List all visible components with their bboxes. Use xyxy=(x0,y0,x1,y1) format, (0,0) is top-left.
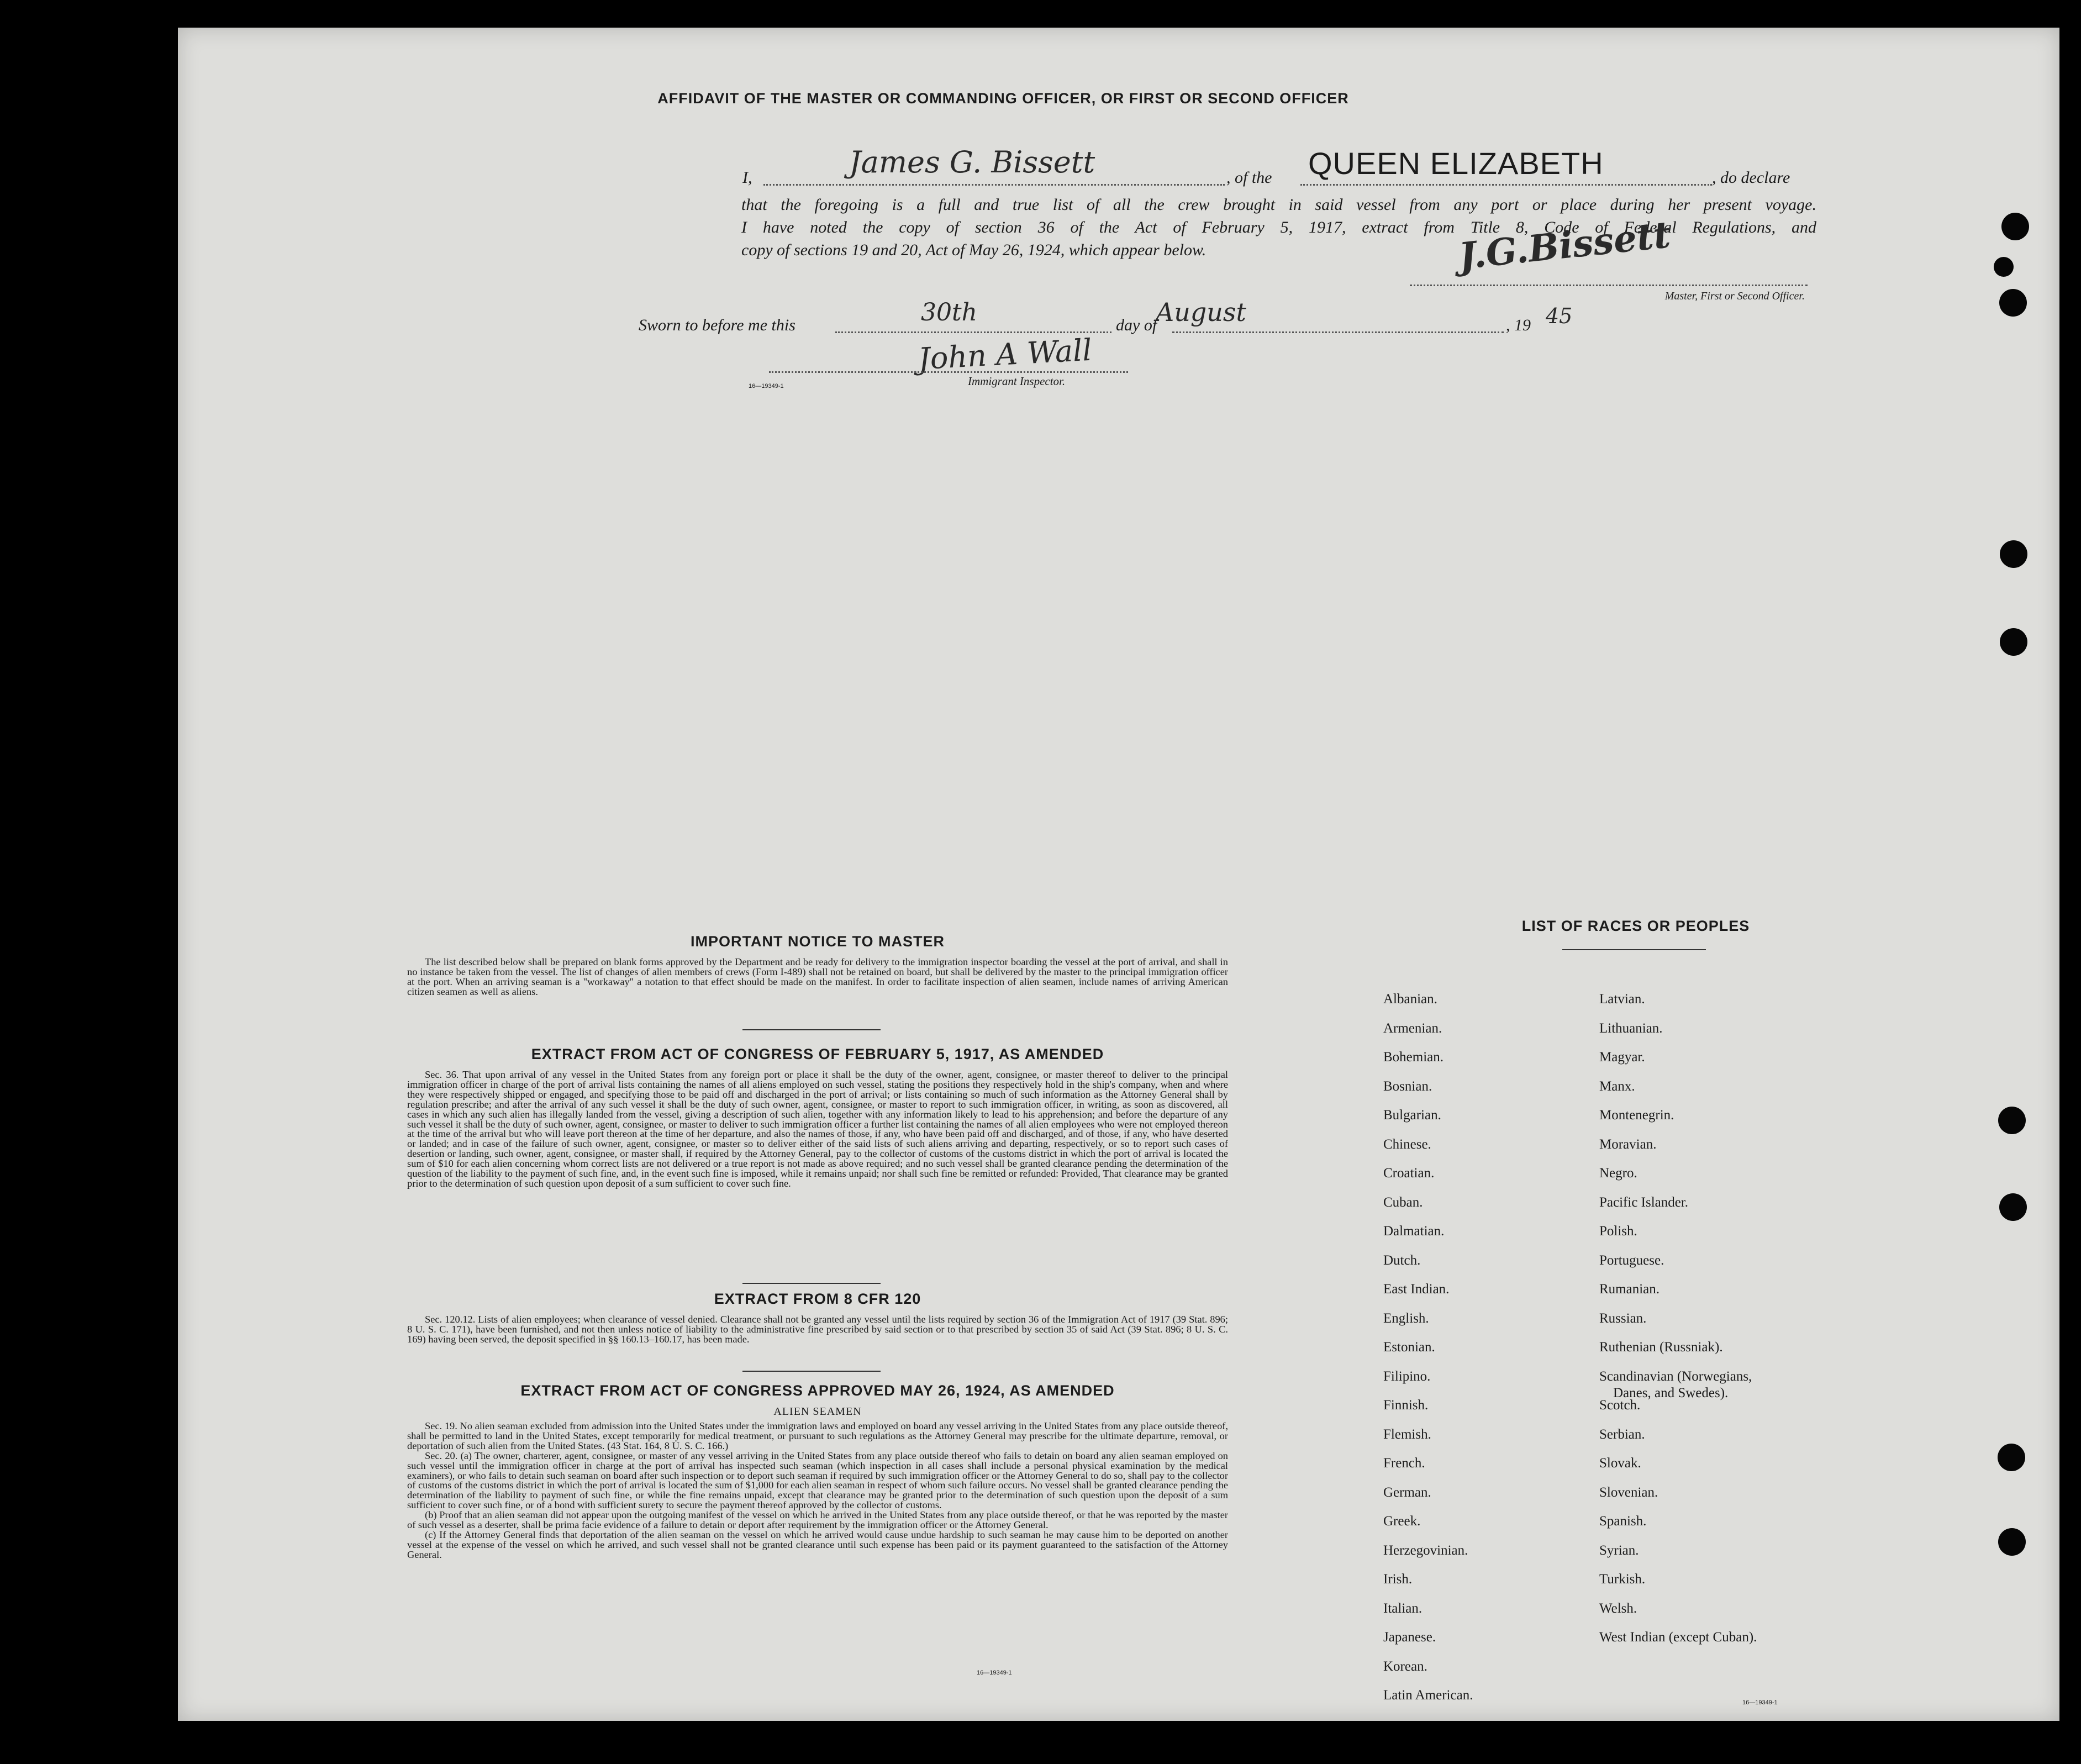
notice-title: IMPORTANT NOTICE TO MASTER xyxy=(691,933,945,950)
extract-1924-sec19: Sec. 19. No alien seaman excluded from admission into the United States under the immigration laws and employed on board any vessel arriving in the United States from any place outside thereof, shall be permitted to land in the United States, except temporarily for medical treatment, or pursuant to such regulations as the Attorney General may prescribe for the ultimate departure, removal, or deportation of such alien from the United States. (43 Stat. 164, 8 U. S. C. 166.) xyxy=(407,1420,1228,1451)
binder-hole xyxy=(1998,1107,2026,1134)
notice-text-block xyxy=(407,957,1228,997)
race-item: Cuban. xyxy=(1383,1195,1423,1210)
race-item: West Indian (except Cuban). xyxy=(1599,1630,1757,1645)
race-item: Moravian. xyxy=(1599,1137,1657,1152)
binder-hole xyxy=(1999,1193,2027,1221)
race-item: Syrian. xyxy=(1599,1543,1639,1558)
extract-1924-sec20a: Sec. 20. (a) The owner, charterer, agent, consignee, or master of any vessel arriving in the United States from any place outside thereof who fails to detain on board any alien seaman employed on such vessel until the immigration officer in charge at the port of arrival has inspected such seaman (which inspection in all cases shall include a personal physical examination by the medical examiners), or who fails to detain such seaman on board after such inspection or to deport such seaman if required by such immigration officer or the Attorney General to do so, shall pay to the collector of customs of the customs district in which the port of arrival is located the sum of $1,000 for each alien seaman in respect of whom such failure occurs. No vessel shall be granted clearance pending the determination of the liability to payment of such fine, or while the fine remains unpaid, except that clearance may be granted prior to the determination of such question upon the deposit of a sum sufficient to cover such fine, or of a bond with sufficient surety to secure the payment thereof approved by the collector of customs. xyxy=(407,1450,1228,1511)
race-item: Montenegrin. xyxy=(1599,1108,1674,1123)
race-item: German. xyxy=(1383,1485,1431,1500)
race-item: Korean. xyxy=(1383,1659,1427,1674)
extract-1917-title: EXTRACT FROM ACT OF CONGRESS OF FEBRUARY 5, 1917, AS AMENDED xyxy=(531,1046,1104,1062)
race-item: Lithuanian. xyxy=(1599,1021,1663,1036)
extract-cfr-text-block xyxy=(407,1315,1228,1345)
vessel-blank-line xyxy=(1300,184,1712,186)
binder-hole xyxy=(1994,257,2014,277)
race-item: Latvian. xyxy=(1599,992,1645,1007)
race-item: Slovak. xyxy=(1599,1456,1641,1471)
divider-1 xyxy=(742,1029,881,1030)
race-item: Croatian. xyxy=(1383,1166,1435,1181)
race-item: Finnish. xyxy=(1383,1398,1429,1413)
race-item: East Indian. xyxy=(1383,1282,1450,1297)
declaration-line-4: copy of sections 19 and 20, Act of May 26, 1924, which appear below. xyxy=(741,241,1207,259)
affidavit-prefix: I, xyxy=(742,168,752,187)
race-item: Slovenian. xyxy=(1599,1485,1658,1500)
affidavit-title: AFFIDAVIT OF THE MASTER OR COMMANDING OFFICER, OR FIRST OR SECOND OFFICER xyxy=(657,90,1349,107)
race-item: French. xyxy=(1383,1456,1425,1471)
binder-hole xyxy=(1998,1444,2025,1471)
race-item: Dalmatian. xyxy=(1383,1224,1445,1239)
do-declare-label: , do declare xyxy=(1712,168,1790,187)
races-title: LIST OF RACES OR PEOPLES xyxy=(1521,918,1750,934)
extract-cfr-text: Sec. 120.12. Lists of alien employees; when clearance of vessel denied. Clearance shall not be granted any vessel until the lists required by section 36 of the Immigration Act of 1917 (39 Stat. 896; 8 U. S. C. 171), have been furnished, and not then unless notice of liability to the administrative fine prescribed by said section or to that prescribed by section 35 of said Act (39 Stat. 896; 8 U. S. C. 169) having been served, the deposit specified in §§ 160.13–160.17, has been made. xyxy=(407,1314,1228,1345)
binder-hole xyxy=(1999,289,2027,317)
race-item: Dutch. xyxy=(1383,1253,1421,1268)
extract-1924-subtitle: ALIEN SEAMEN xyxy=(773,1405,862,1418)
race-item: Scandinavian (Norwegians, xyxy=(1599,1369,1752,1384)
race-item: Albanian. xyxy=(1383,992,1437,1007)
inspector-signature: John A Wall xyxy=(917,332,1093,377)
race-item: Turkish. xyxy=(1599,1572,1646,1587)
sworn-day: 30th xyxy=(921,298,978,327)
extract-1924-sec20b: (b) Proof that an alien seaman did not appear upon the outgoing manifest of the vessel on which he arrived in the United States from any place outside thereof, or that he was reported by the master of such vessel as a deserter, shall be prima facie evidence of a failure to detain or deport after requirement by the immigration officer or the Attorney General. xyxy=(407,1509,1228,1531)
declaration-line-2: that the foregoing is a full and true list of all the crew brought in said vessel from any port or place during her present voyage. xyxy=(741,196,1816,214)
extract-cfr-title: EXTRACT FROM 8 CFR 120 xyxy=(714,1291,921,1307)
master-name-handwriting: James G. Bissett xyxy=(849,145,1095,180)
extract-1917-text-block xyxy=(407,1070,1228,1189)
inspector-signature-line xyxy=(769,371,1128,373)
race-item: Rumanian. xyxy=(1599,1282,1660,1297)
race-item: Welsh. xyxy=(1599,1601,1637,1616)
race-item: Serbian. xyxy=(1599,1427,1645,1442)
race-item: Greek. xyxy=(1383,1514,1421,1529)
race-item: Flemish. xyxy=(1383,1427,1431,1442)
binder-hole xyxy=(1998,1528,2026,1556)
form-number-bottom-left: 16—19349-1 xyxy=(977,1670,1012,1676)
signature-line xyxy=(1410,285,1808,286)
race-item: Spanish. xyxy=(1599,1514,1647,1529)
race-item: Bulgarian. xyxy=(1383,1108,1441,1123)
binder-hole xyxy=(2000,540,2027,568)
binder-hole xyxy=(2001,213,2029,240)
race-item: Magyar. xyxy=(1599,1050,1645,1065)
sworn-label: Sworn to before me this xyxy=(639,316,795,334)
extract-1917-text: Sec. 36. That upon arrival of any vessel in the United States from any foreign port or place it shall be the duty of the owner, agent, consignee, or master thereof to deliver to the principal immigration officer in charge of the port of arrival lists containing the names of all aliens employed on such vessel, stating the positions they respectively hold in the ship's company, when and where they were respectively shipped or engaged, and specifying those to be paid off and discharged in the port of arrival; or lists containing so much of such information as the Attorney General shall by regulation prescribe; and after the arrival of any such vessel it shall be the duty of such owner, agent, consignee, or master to report to such immigration officer, in writing, as soon as discovered, all cases in which any such alien has illegally landed from the vessel, giving a description of such alien, together with any information likely to lead to his apprehension; and before the departure of any such vessel it shall be the duty of such owner, agent, consignee, or master to deliver to such immigration officer a further list containing the names of all alien employees who were not employed thereon at the time of the arrival but who will leave port thereon at the time of her departure, and also the names of those, if any, who have been paid off and discharged, and of those, if any, who have deserted or landed; and in case of the failure of such owner, agent, consignee, or master so to deliver either of the said lists of such aliens arriving and departing, respectively, or so to report such cases of desertion or landing, such owner, agent, consignee, or master shall, if required by the Attorney General, pay to the collector of customs of the customs district in which the port of arrival is located the sum of $10 for each alien concerning whom correct lists are not delivered or a true report is not made as above required; and no such vessel shall be granted clearance pending the determination of the question of the liability to the payment of such fine, and, in the event such fine is imposed, while it remains unpaid; nor shall such fine be remitted or refunded: Provided, That clearance may be granted prior to the determination of such question upon deposit of a sum sufficient to cover such fine. xyxy=(407,1069,1228,1189)
race-item: Chinese. xyxy=(1383,1137,1431,1152)
race-item: Danes, and Swedes). xyxy=(1613,1386,1729,1400)
declaration-line-3: I have noted the copy of section 36 of the Act of February 5, 1917, extract from Title 8, Code of Federal Regulations, and xyxy=(741,218,1816,236)
race-item: Pacific Islander. xyxy=(1599,1195,1689,1210)
race-item: English. xyxy=(1383,1311,1429,1326)
race-item: Manx. xyxy=(1599,1079,1635,1094)
document-page xyxy=(178,28,2059,1721)
binder-hole xyxy=(2000,628,2027,656)
form-number-top: 16—19349-1 xyxy=(749,383,784,389)
race-item: Bohemian. xyxy=(1383,1050,1444,1065)
extract-1924-sec20c: (c) If the Attorney General finds that deportation of the alien seaman on the vessel on which he arrived would cause undue hardship to such seaman he may cause him to be deported on another vessel at the expense of the vessel on which he arrived, and such vessel shall not be granted clearance until such expense has been paid or its payment guaranteed to the satisfaction of the Attorney General. xyxy=(407,1529,1228,1560)
month-blank-line xyxy=(1172,331,1504,333)
race-item: Polish. xyxy=(1599,1224,1637,1239)
day-of-label: day of xyxy=(1116,316,1157,334)
race-item: Scotch. xyxy=(1599,1398,1641,1413)
inspector-caption: Immigrant Inspector. xyxy=(968,375,1066,388)
master-signature: J.G.Bissett xyxy=(1456,213,1673,278)
sworn-year: 45 xyxy=(1546,304,1573,328)
day-blank-line xyxy=(835,331,1111,333)
race-item: Negro. xyxy=(1599,1166,1637,1181)
race-item: Ruthenian (Russniak). xyxy=(1599,1340,1723,1355)
race-item: Irish. xyxy=(1383,1572,1413,1587)
signature-caption: Master, First or Second Officer. xyxy=(1664,290,1805,302)
race-item: Latin American. xyxy=(1383,1688,1473,1703)
of-the-label: , of the xyxy=(1226,168,1272,187)
year-prefix: , 19 xyxy=(1506,316,1531,334)
race-item: Bosnian. xyxy=(1383,1079,1432,1094)
vessel-name: QUEEN ELIZABETH xyxy=(1308,146,1604,181)
notice-text: The list described below shall be prepared on blank forms approved by the Department and be ready for delivery to the immigration inspector boarding the vessel at the port of arrival, and shall in no instance be taken from the vessel. The list of changes of alien members of crews (Form I-489) shall not be retained on board, but shall be delivered by the master to the principal immigration officer at the port. When an arriving seaman is a "workaway" a notation to that effect should be made on the manifest. In order to facilitate inspection of alien seamen, include names of arriving American citizen seamen as well as aliens. xyxy=(407,956,1228,997)
races-title-rule xyxy=(1562,949,1706,950)
extract-1924-text-block xyxy=(407,1421,1228,1560)
extract-1924-title: EXTRACT FROM ACT OF CONGRESS APPROVED MAY 26, 1924, AS AMENDED xyxy=(520,1382,1115,1399)
race-item: Russian. xyxy=(1599,1311,1647,1326)
race-item: Armenian. xyxy=(1383,1021,1442,1036)
race-item: Portuguese. xyxy=(1599,1253,1664,1268)
race-item: Filipino. xyxy=(1383,1369,1431,1384)
name-blank-line xyxy=(763,184,1225,186)
sworn-month: August xyxy=(1156,297,1247,327)
divider-2 xyxy=(742,1283,881,1284)
divider-3 xyxy=(742,1371,881,1372)
race-item: Estonian. xyxy=(1383,1340,1435,1355)
race-item: Japanese. xyxy=(1383,1630,1436,1645)
race-item: Italian. xyxy=(1383,1601,1423,1616)
race-item: Herzegovinian. xyxy=(1383,1543,1468,1558)
form-number-bottom-right: 16—19349-1 xyxy=(1742,1699,1778,1706)
